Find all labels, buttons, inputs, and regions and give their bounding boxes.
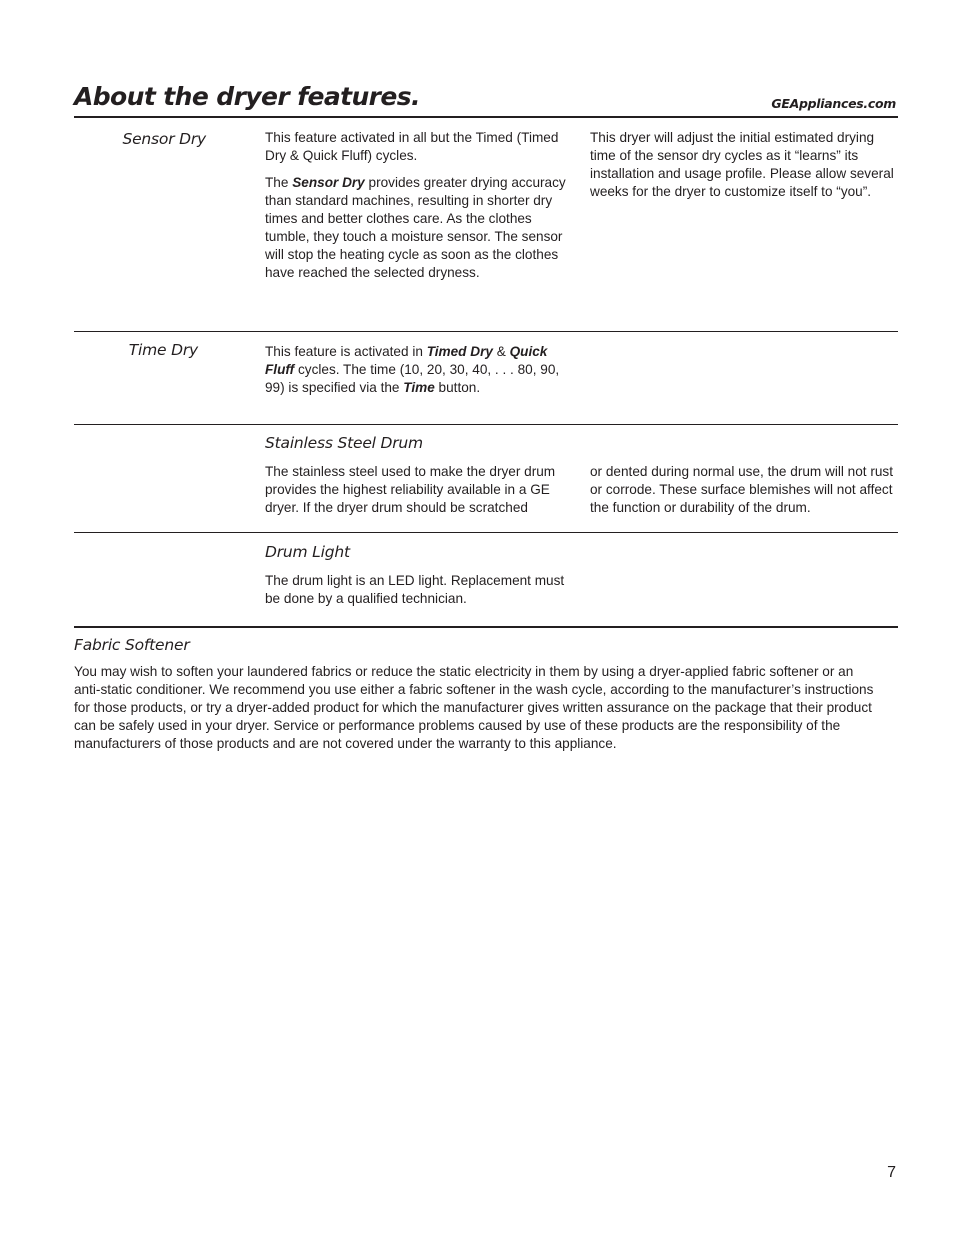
section-divider-thick — [74, 626, 898, 628]
header-rule — [74, 116, 898, 118]
time-dry-paragraph — [265, 343, 570, 397]
time-dry-text-part: cycles. The time (10, 20, 30, 40, . . . 80, 90, 99) is specified via the — [265, 362, 560, 395]
quick-fluff-emphasis: Quick Fluff — [265, 344, 548, 377]
sensor-dry-paragraph-2 — [265, 174, 570, 282]
sensor-dry-paragraph-1: This feature activated in all but the Timed (Timed Dry & Quick Fluff) cycles. — [265, 130, 559, 163]
section-divider — [74, 532, 898, 533]
stainless-steel-drum-column-left — [265, 463, 570, 517]
sensor-dry-emphasis: Sensor Dry — [292, 175, 365, 190]
stainless-steel-drum-heading: Stainless Steel Drum — [265, 434, 423, 452]
sensor-dry-heading: Sensor Dry — [122, 130, 206, 148]
time-dry-text-part: button. — [434, 380, 481, 395]
sensor-dry-text: provides greater drying accuracy than standard machines, resulting in shorter dry times and better clothes care. As the clothes tumble, they touch a moisture sensor. The sensor will stop the heating cycle as soon as the clothes have reached the selected dryness. — [265, 175, 566, 280]
sensor-dry-text: The — [265, 175, 293, 190]
stainless-steel-drum-text-1: The stainless steel used to make the dryer drum provides the highest reliability available in a GE dryer. If the dryer drum should be scratched — [265, 464, 556, 515]
stainless-steel-drum-column-right — [590, 463, 895, 517]
sensor-dry-column-left — [265, 129, 570, 282]
website-label: GEAppliances.com — [771, 96, 896, 111]
drum-light-paragraph: The drum light is an LED light. Replacement must be done by a qualified technician. — [265, 573, 565, 606]
section-divider — [74, 331, 898, 332]
fabric-softener-paragraph: You may wish to soften your laundered fabrics or reduce the static electricity in them by using a dryer-applied fabric softener or an anti-static conditioner. We recommend you use either a fabric softener in the wash cycle, according to the manufacturer’s instructions for those products, or try a dryer-added product for which the manufacturer gives written assurance on the package that their product can be safely used in your dryer. Service or performance problems caused by use of these products are the responsibility of the manufacturers of those products and are not covered under the warranty to this appliance. — [74, 664, 874, 751]
drum-light-text — [265, 572, 570, 608]
page-title: About the dryer features. — [74, 82, 420, 111]
page-number: 7 — [887, 1164, 896, 1181]
time-dry-text-part: & — [492, 344, 510, 359]
timed-dry-emphasis: Timed Dry — [426, 344, 493, 359]
time-dry-text-part: This feature is activated in — [265, 344, 427, 359]
time-emphasis: Time — [403, 380, 435, 395]
drum-light-heading: Drum Light — [265, 543, 350, 561]
fabric-softener-text — [74, 663, 882, 753]
section-divider — [74, 424, 898, 425]
stainless-steel-drum-text-2: or dented during normal use, the drum will not rust or corrode. These surface blemishes will not affect the function or durability of the drum. — [590, 464, 893, 515]
sensor-dry-column-right — [590, 129, 895, 201]
time-dry-text — [265, 343, 570, 397]
sensor-dry-paragraph-3: This dryer will adjust the initial estimated drying time of the sensor dry cycles as it “learns” its installation and usage profile. Please allow several weeks for the dryer to customize itself to “you”. — [590, 130, 894, 199]
fabric-softener-heading: Fabric Softener — [74, 636, 190, 654]
time-dry-heading: Time Dry — [128, 341, 198, 359]
